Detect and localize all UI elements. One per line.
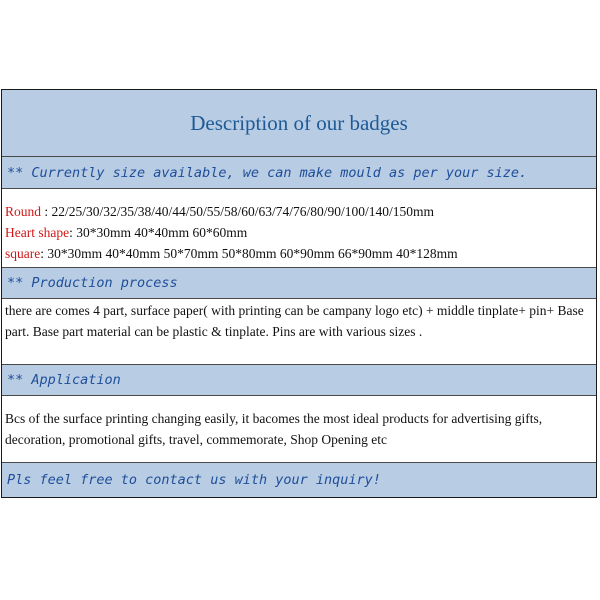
size-value-square: : 30*30mm 40*40mm 50*70mm 50*80mm 60*90mm 66*90mm 40*128mm <box>40 246 458 261</box>
size-line-round <box>5 201 593 222</box>
contact-footer: Pls feel free to contact us with your inquiry! <box>2 462 596 497</box>
application-header: ** Application <box>2 364 596 396</box>
process-body: there are comes 4 part, surface paper( with printing can be campany logo etc) + middle tinplate+ pin+ Base part. Base part material can be plastic & tinplate. Pins are with various sizes . <box>5 303 584 339</box>
size-value-round: : 22/25/30/32/35/38/40/44/50/55/58/60/63/74/76/80/90/100/140/150mm <box>41 204 435 219</box>
size-line-square <box>5 243 593 264</box>
process-header: ** Production process <box>2 267 596 299</box>
size-value-heart: : 30*30mm 40*40mm 60*60mm <box>69 225 248 240</box>
page-title: Description of our badges <box>190 110 408 135</box>
sizes-header: ** Currently size available, we can make mould as per your size. <box>2 157 596 189</box>
size-label-round: Round <box>5 204 42 219</box>
badge-description-table <box>1 89 597 498</box>
title-row <box>2 90 596 157</box>
size-label-square: square <box>5 246 41 261</box>
size-label-heart: Heart shape <box>5 225 70 240</box>
application-body: Bcs of the surface printing changing easily, it bacomes the most ideal products for advertising gifts, decoration, promotional gifts, travel, commemorate, Shop Opening etc <box>5 411 543 447</box>
size-line-heart <box>5 222 593 243</box>
sizes-body <box>2 189 596 267</box>
